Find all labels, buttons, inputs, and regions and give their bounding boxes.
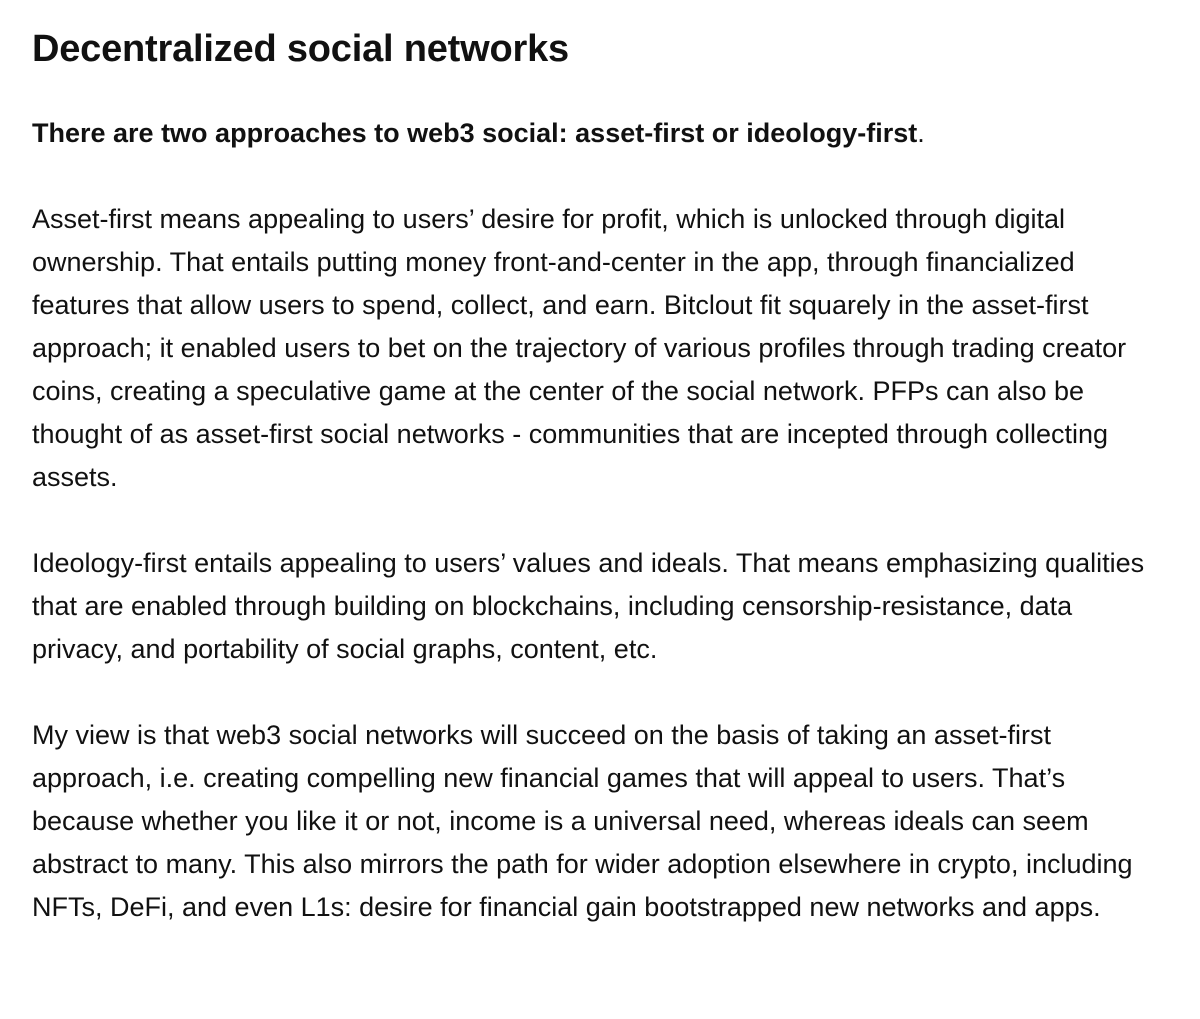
lead-paragraph <box>32 112 1160 155</box>
lead-bold-text: There are two approaches to web3 social: asset-first or ideology-first <box>32 118 918 148</box>
article-title: Decentralized social networks <box>32 28 569 70</box>
lead-trailing-text: . <box>917 118 925 148</box>
paragraph-my-view: My view is that web3 social networks will succeed on the basis of taking an asset-first approach, i.e. creating compelling new financial games that will appeal to users. That’s because whether you like it or not, income is a universal need, whereas ideals can seem abstract to many. This also mirrors the path for wider adoption elsewhere in crypto, including NFTs, DeFi, and even L1s: desire for financial gain bootstrapped new networks and apps. <box>32 720 1133 922</box>
paragraph-ideology-first: Ideology-first entails appealing to users’ values and ideals. That means emphasizing qualities that are enabled through building on blockchains, including censorship-resistance, data privacy, and portability of social graphs, content, etc. <box>32 548 1145 664</box>
paragraph-asset-first: Asset-first means appealing to users’ desire for profit, which is unlocked through digital ownership. That entails putting money front-and-center in the app, through financialized features that allow users to spend, collect, and earn. Bitclout fit squarely in the asset-first approach; it enabled users to bet on the trajectory of various profiles through trading creator coins, creating a speculative game at the center of the social network. PFPs can also be thought of as asset-first social networks - communities that are incepted through collecting assets. <box>32 204 1127 492</box>
